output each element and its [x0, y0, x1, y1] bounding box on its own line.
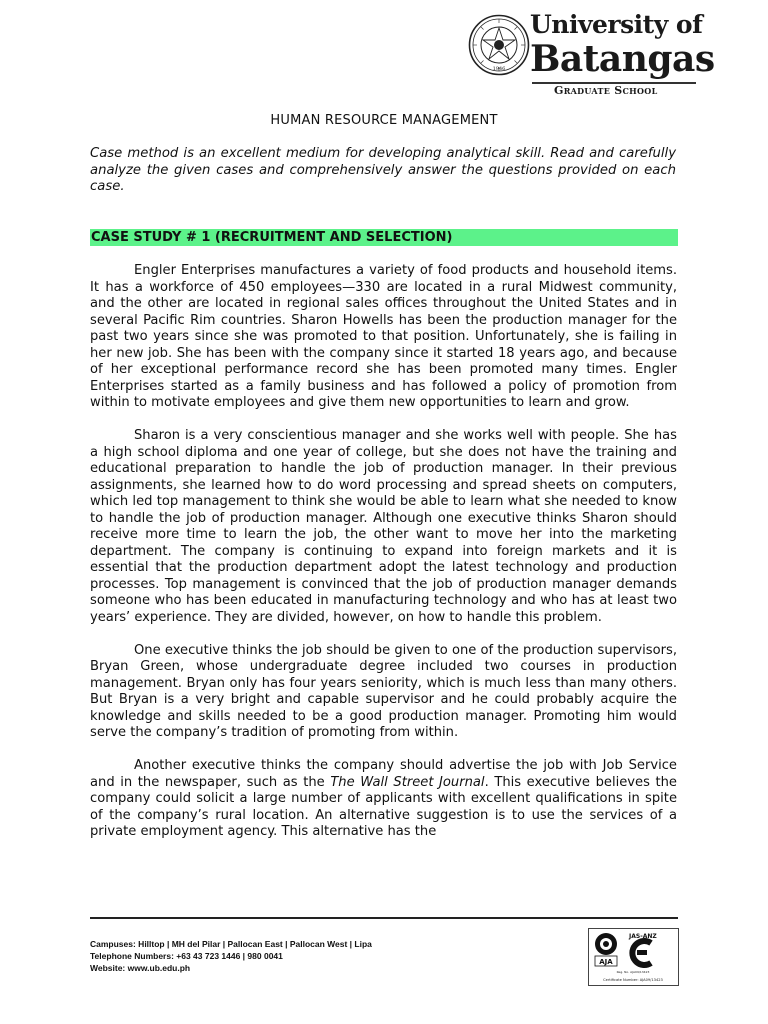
paragraph-4-text-after: . This executive believes the company could solicit a large number of applicants with excellent qualifications in spite of the company’s rural location. An alternative suggestion is to use the services of a private employment agency. This alternative has the — [90, 774, 677, 839]
paragraph-2: Sharon is a very conscientious manager and she works well with people. She has a high school diploma and one year of college, but she does not have the training and educational preparation to handle the job of production manager. In their previous assignments, she learned how to do word processing and spread sheets on computers, which led top management to think she would be able to learn what she needed to know to handle the job of production manager. Although one executive thinks Sharon should receive more time to learn the job, the other want to move her into the marketing department. The company is continuing to expand into foreign markets and it is essential that the production department adopt the latest technology and production processes. Top management is convinced that the job of production manager demands someone who has been educated in manufacturing technology and who has at least two years’ experience. They are divided, however, on how to handle this problem. — [90, 428, 677, 625]
paragraph-1: Engler Enterprises manufactures a variety of food products and household items. It has a workforce of 450 employees—330 are located in a rural Midwest community, and the other are located in regional sales offices throughout the United States and in several Pacific Rim countries. Sharon Howells has been the production manager for the past two years since she was promoted to that position. Unfortunately, she is failing in her new job. She has been with the company since it started 18 years ago, and because of her exceptional performance record she has been promoted many times. Engler Enterprises started as a family business and has followed a policy of promotion from within to motivate employees and give them new opportunities to learn and grow. — [90, 263, 677, 410]
case-study-body — [90, 263, 677, 841]
newspaper-title: The Wall Street Journal — [330, 774, 485, 790]
footer-campuses: Campuses: Hilltop | MH del Pilar | Pallocan East | Pallocan West | Lipa — [90, 939, 372, 949]
certification-logo-icon — [589, 929, 678, 985]
graduate-school-label: Graduate School — [554, 84, 658, 97]
footer-telephone: Telephone Numbers: +63 43 723 1446 | 980 0041 — [90, 951, 283, 961]
svg-text:Certificate Number: AJA09/1342: Certificate Number: AJA09/13423 — [603, 978, 663, 982]
paragraph-3: One executive thinks the job should be given to one of the production supervisors, Bryan Green, whose undergraduate degree included two courses in production management. Bryan only has four years seniority, which is much less than many others. But Bryan is a very bright and capable supervisor and he could probably acquire the knowledge and skills needed to be a good production manager. Promoting him would serve the company’s tradition of promoting from within. — [90, 642, 677, 740]
university-seal-logo — [468, 14, 530, 76]
svg-text:AJA: AJA — [599, 958, 613, 966]
footer-contact — [90, 938, 510, 974]
paragraph-4 — [90, 758, 677, 841]
footer-website: Website: www.ub.edu.ph — [90, 963, 191, 973]
svg-text:JAS-ANZ: JAS-ANZ — [629, 933, 657, 940]
university-name-line1: University of — [530, 10, 703, 39]
footer-divider — [90, 917, 678, 919]
case-study-heading: CASE STUDY # 1 (RECRUITMENT AND SELECTION) — [90, 229, 678, 246]
intro-instructions: Case method is an excellent medium for developing analytical skill. Read and carefully analyze the given cases and comprehensively answer the questions provided on each case. — [90, 146, 676, 194]
document-title: HUMAN RESOURCE MANAGEMENT — [270, 113, 498, 128]
university-name-line2: Batangas — [530, 38, 715, 80]
paragraph-4-text-before: Another executive thinks the company should advertise the job with Job Service and in the newspaper, such as the — [90, 758, 677, 790]
university-header — [468, 8, 758, 100]
svg-text:Reg. No. AJA09/13423: Reg. No. AJA09/13423 — [616, 970, 650, 974]
certification-badge — [588, 928, 679, 986]
svg-text:1946: 1946 — [492, 66, 506, 72]
